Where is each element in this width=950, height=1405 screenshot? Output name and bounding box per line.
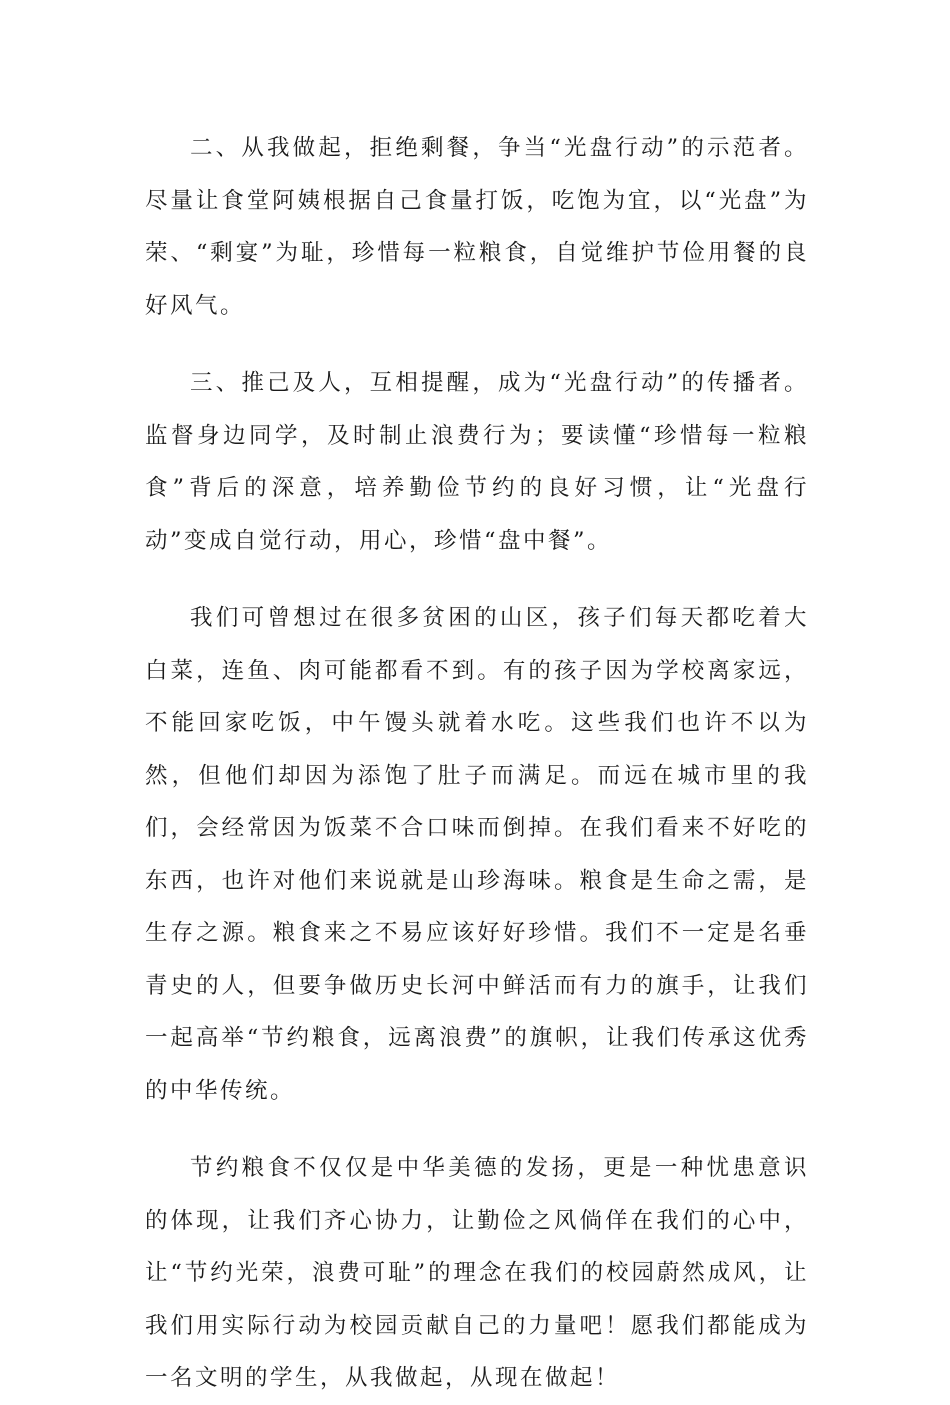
- document-body: [145, 122, 809, 1405]
- paragraph-point-three: 三、推己及人，互相提醒，成为“光盘行动”的传播者。监督身边同学，及时制止浪费行为；要读懂“珍惜每一粒粮食”背后的深意，培养勤俭节约的良好习惯，让“光盘行动”变成自觉行动，用心，珍惜“盘中餐”。: [145, 370, 809, 554]
- paragraph-conclusion: 节约粮食不仅仅是中华美德的发扬，更是一种忧患意识的体现，让我们齐心协力，让勤俭之风倘佯在我们的心中，让“节约光荣，浪费可耻”的理念在我们的校园蔚然成风，让我们用实际行动为校园贡献自己的力量吧！愿我们都能成为一名文明的学生，从我做起，从现在做起！: [145, 1155, 809, 1391]
- paragraph-poverty-reflection: 我们可曾想过在很多贫困的山区，孩子们每天都吃着大白菜，连鱼、肉可能都看不到。有的孩子因为学校离家远，不能回家吃饭，中午馒头就着水吃。这些我们也许不以为然，但他们却因为添饱了肚子而满足。而远在城市里的我们，会经常因为饭菜不合口味而倒掉。在我们看来不好吃的东西，也许对他们来说就是山珍海味。粮食是生命之需，是生存之源。粮食来之不易应该好好珍惜。我们不一定是名垂青史的人，但要争做历史长河中鲜活而有力的旗手，让我们一起高举“节约粮食，远离浪费”的旗帜，让我们传承这优秀的中华传统。: [145, 605, 809, 1104]
- paragraph-point-two: 二、从我做起，拒绝剩餐，争当“光盘行动”的示范者。尽量让食堂阿姨根据自己食量打饭，吃饱为宜，以“光盘”为荣、“剩宴”为耻，珍惜每一粒粮食，自觉维护节俭用餐的良好风气。: [145, 135, 809, 319]
